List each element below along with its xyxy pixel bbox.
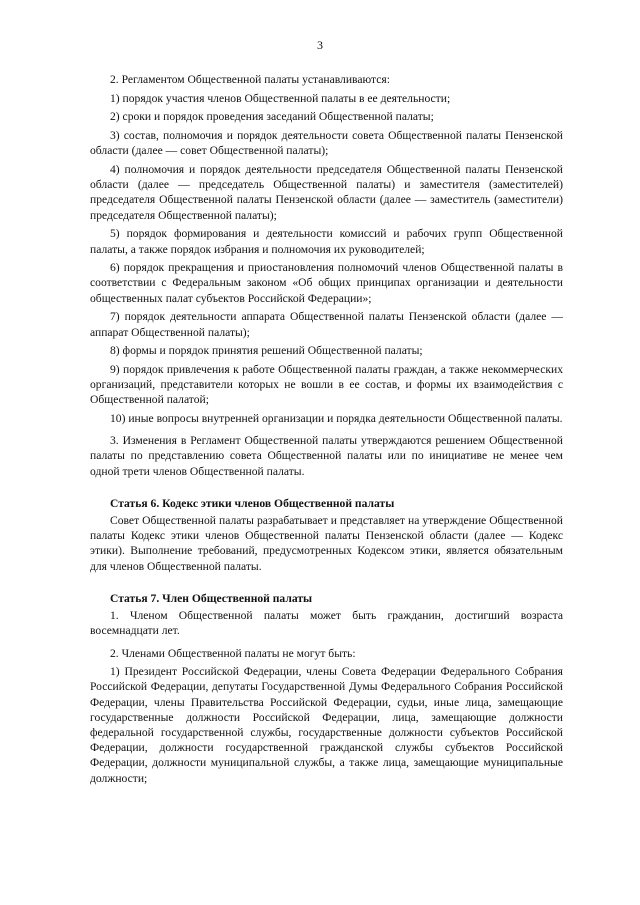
list-item: 8) формы и порядок принятия решений Общественной палаты;	[110, 344, 423, 358]
article6-heading: Статья 6. Кодекс этики членов Общественной палаты	[110, 496, 395, 510]
article5-part3: 3. Изменения в Регламент Общественной палаты утверждаются решением Общественной палаты по представлению совета Общественной палаты или по инициативе не менее чем одной трети членов Общественной палаты.	[90, 434, 563, 478]
article7-heading: Статья 7. Член Общественной палаты	[110, 591, 313, 605]
document-body	[90, 72, 563, 786]
list-item: 4) полномочия и порядок деятельности председателя Общественной палаты Пензенской области (далее — председатель Общественной палаты) и заместителя (заместителей) председателя Общественной палаты Пензенской области (далее — заместитель (заместители) председателя Общественной палаты);	[90, 163, 563, 222]
article7-part2: 2. Членами Общественной палаты не могут быть:	[110, 646, 356, 660]
list-item: 6) порядок прекращения и приостановления полномочий членов Общественной палаты в соответствии с Федеральным законом «Об общих принципах организации и деятельности общественных палат субъектов Российской Федерации»;	[90, 261, 563, 305]
list-item: 2) сроки и порядок проведения заседаний Общественной палаты;	[110, 110, 434, 124]
list-item: 1) порядок участия членов Общественной палаты в ее деятельности;	[110, 91, 451, 105]
article6-text: Совет Общественной палаты разрабатывает и представляет на утверждение Общественной палаты Кодекс этики членов Общественной палаты Пензенской области (далее — Кодекс этики). Выполнение требований, предусмотренных Кодексом этики, является обязательным для членов Общественной палаты.	[90, 514, 563, 573]
article5-part2-intro: 2. Регламентом Общественной палаты устанавливаются:	[110, 73, 390, 86]
list-item: 3) состав, полномочия и порядок деятельности совета Общественной палаты Пензенской области (далее — совет Общественной палаты);	[90, 129, 563, 158]
article7-part1: 1. Членом Общественной палаты может быть гражданин, достигший возраста восемнадцати лет.	[90, 609, 563, 638]
list-item: 10) иные вопросы внутренней организации и порядка деятельности Общественной палаты.	[110, 412, 563, 426]
list-item: 9) порядок привлечения к работе Общественной палаты граждан, а также некоммерческих организаций, представители которых не вошли в ее состав, и формы их взаимодействия с Общественной палатой;	[90, 362, 563, 407]
list-item: 7) порядок деятельности аппарата Общественной палаты Пензенской области (далее — аппарат Общественной палаты);	[90, 310, 563, 339]
list-item: 1) Президент Российской Федерации, члены Совета Федерации Федерального Собрания Российской Федерации, депутаты Государственной Думы Федерального Собрания Российской Федерации, члены Правительства Российской Федерации, судьи, иные лица, замещающие государственные должности Российской Федерации, лица, замещающие должности федеральной государственной службы, государственные должности субъектов Российской Федерации, должности государственной гражданской службы субъектов Российской Федерации, должности муниципальной службы, а также лица, замещающие муниципальные должности;	[90, 665, 563, 785]
list-item: 5) порядок формирования и деятельности комиссий и рабочих групп Общественной палаты, а также порядок избрания и полномочия их руководителей;	[90, 227, 563, 256]
page-number: 3	[317, 38, 323, 52]
